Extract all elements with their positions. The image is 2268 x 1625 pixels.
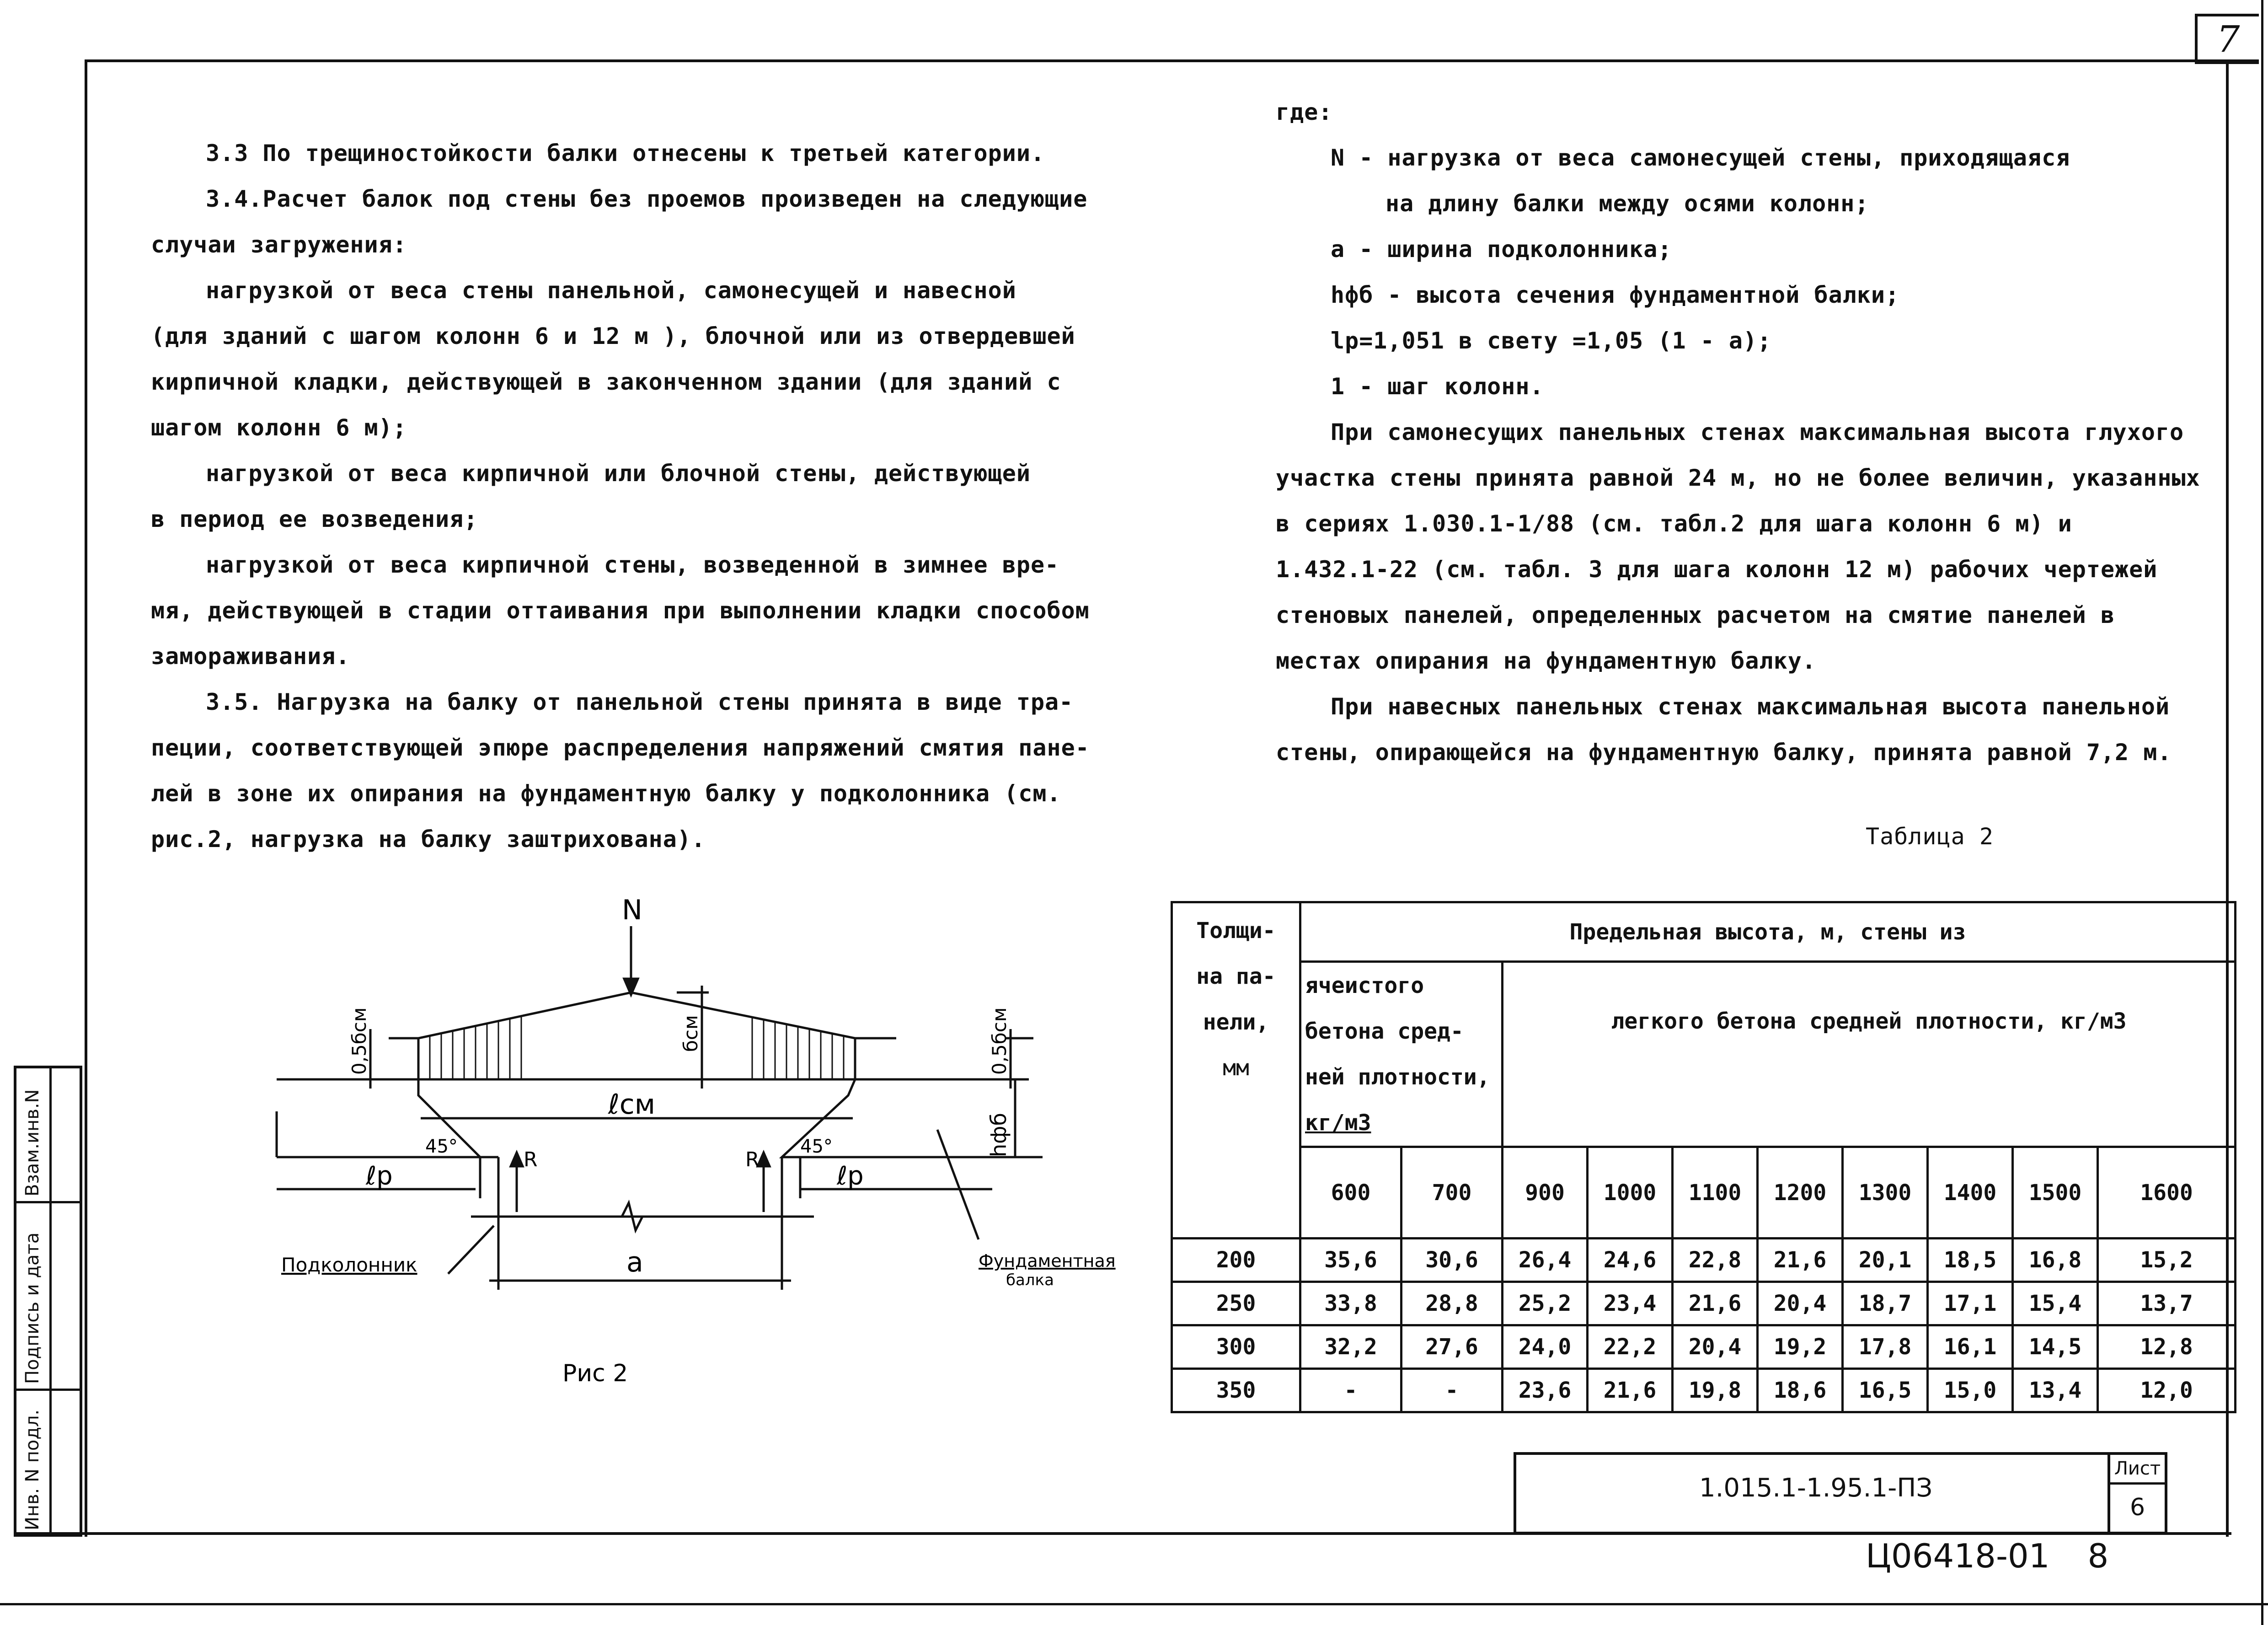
- right-text-column: [1276, 89, 2200, 775]
- text-line: hфб - высота сечения фундаментной балки;: [1331, 282, 1900, 308]
- cell: 18,7: [1843, 1282, 1928, 1325]
- row-thickness: 300: [1172, 1325, 1300, 1369]
- cell: 19,8: [1673, 1369, 1758, 1412]
- cell: 19,2: [1758, 1325, 1843, 1369]
- cell: 14,5: [2013, 1325, 2098, 1369]
- cell: 17,1: [1928, 1282, 2013, 1325]
- text-line: участка стены принята равной 24 м, но не более величин, указанных: [1276, 465, 2200, 491]
- doc-code: 1.015.1-1.95.1-ПЗ: [1699, 1473, 1933, 1503]
- text-line: lp=1,051 в свету =1,05 (1 - а);: [1331, 327, 1772, 354]
- archive-code-value: Ц06418-01: [1866, 1537, 2050, 1575]
- hfb-label: hфб: [986, 1113, 1011, 1157]
- header-line: ней плотности,: [1305, 1064, 1490, 1090]
- thickness-label-left: 0,5бсм: [348, 1007, 370, 1075]
- cell: 17,8: [1843, 1325, 1928, 1369]
- angle-label-left: 45°: [425, 1136, 458, 1157]
- text-line: а - ширина подколонника;: [1331, 236, 1672, 263]
- header-line: бетона сред-: [1305, 1019, 1464, 1044]
- side-strip-label: Подпись и дата: [22, 1232, 43, 1384]
- cell: 24,6: [1588, 1239, 1673, 1282]
- figure-caption: Рис 2: [562, 1360, 628, 1387]
- density-1300: 1300: [1843, 1147, 1928, 1239]
- text-line: на длину балки между осями колонн;: [1385, 190, 1869, 217]
- text-line: (для зданий с шагом колонн 6 и 12 м ), блочной или из отвердевшей: [151, 323, 1075, 349]
- lp-label-left: ℓр: [366, 1161, 393, 1191]
- cell: 21,6: [1588, 1369, 1673, 1412]
- cell: 23,6: [1503, 1369, 1588, 1412]
- cell: 25,2: [1503, 1282, 1588, 1325]
- density-700: 700: [1401, 1147, 1503, 1239]
- cell: 20,4: [1673, 1325, 1758, 1369]
- table-2: [1171, 901, 2236, 1413]
- cell: 33,8: [1300, 1282, 1401, 1325]
- text-line: в сериях 1.030.1-1/88 (см. табл.2 для шага колонн 6 м) и: [1276, 510, 2072, 537]
- side-strip: [14, 1066, 82, 1537]
- text-line: случаи загружения:: [151, 231, 407, 258]
- table-row: [1172, 1239, 2236, 1282]
- cell: 18,6: [1758, 1369, 1843, 1412]
- text-line: нагрузкой от веса кирпичной стены, возведенной в зимнее вре-: [206, 552, 1059, 578]
- table-row: [1172, 1325, 2236, 1369]
- span-header: Предельная высота, м, стены из: [1300, 902, 2236, 962]
- cellular-header: [1300, 962, 1503, 1147]
- sheet-edge-right: [2261, 0, 2263, 1625]
- side-strip-label: Инв. N подл.: [22, 1409, 43, 1530]
- reaction-label-right: R: [745, 1148, 760, 1171]
- header-line: нели,: [1203, 1009, 1269, 1035]
- cell: 13,4: [2013, 1369, 2098, 1412]
- side-strip-separator: [16, 1201, 80, 1203]
- angle-label-right: 45°: [800, 1136, 833, 1157]
- corner-page-number: 7: [2195, 14, 2259, 64]
- cell: 21,6: [1758, 1239, 1843, 1282]
- density-600: 600: [1300, 1147, 1401, 1239]
- density-1200: 1200: [1758, 1147, 1843, 1239]
- reaction-label-left: R: [524, 1148, 538, 1171]
- archive-page: 8: [2087, 1537, 2109, 1575]
- header-line: кг/м3: [1305, 1110, 1371, 1136]
- density-1500: 1500: [2013, 1147, 2098, 1239]
- cell: 15,2: [2098, 1239, 2236, 1282]
- text-line: в период ее возведения;: [151, 506, 478, 532]
- density-1000: 1000: [1588, 1147, 1673, 1239]
- text-line: местах опирания на фундаментную балку.: [1276, 648, 1816, 674]
- cell: 20,4: [1758, 1282, 1843, 1325]
- table-row: [1172, 1282, 2236, 1325]
- text-line: При навесных панельных стенах максимальная высота панельной: [1331, 693, 2170, 720]
- side-strip-label: Взам.инв.N: [22, 1089, 43, 1196]
- text-line: рис.2, нагрузка на балку заштрихована).: [151, 826, 706, 853]
- density-1400: 1400: [1928, 1147, 2013, 1239]
- thickness-header: [1172, 902, 1300, 1239]
- cell: 12,0: [2098, 1369, 2236, 1412]
- cell: 22,2: [1588, 1325, 1673, 1369]
- text-line: кирпичной кладки, действующей в законченном здании (для зданий с: [151, 369, 1061, 395]
- title-block: [1514, 1452, 2167, 1534]
- text-line: нагрузкой от веса стены панельной, самонесущей и навесной: [206, 277, 1016, 304]
- side-strip-separator: [16, 1389, 80, 1391]
- cell: -: [1401, 1369, 1503, 1412]
- cell: 13,7: [2098, 1282, 2236, 1325]
- density-1100: 1100: [1673, 1147, 1758, 1239]
- archive-code: [1866, 1537, 2108, 1575]
- pier-label: Подколонник: [281, 1254, 417, 1276]
- text-line: 3.5. Нагрузка на балку от панельной стены принята в виде тра-: [206, 689, 1074, 715]
- sheet-number: 6: [2129, 1494, 2145, 1521]
- left-text-column: [151, 130, 1090, 862]
- beam-label-2: балка: [1006, 1271, 1054, 1289]
- cell: 12,8: [2098, 1325, 2236, 1369]
- cell: 32,2: [1300, 1325, 1401, 1369]
- density-900: 900: [1503, 1147, 1588, 1239]
- header-line: на па-: [1196, 964, 1276, 989]
- text-line: стены, опирающейся на фундаментную балку, принята равной 7,2 м.: [1276, 739, 2172, 766]
- text-line: 1 - шаг колонн.: [1331, 373, 1544, 400]
- text-line: где:: [1276, 99, 1333, 125]
- frame-top: [87, 59, 2259, 62]
- lp-label-right: ℓр: [837, 1161, 864, 1191]
- text-line: пеции, соответствующей эпюре распределения напряжений смятия пане-: [151, 735, 1090, 761]
- sheet-edge-bottom: [0, 1603, 2268, 1605]
- header-line: Толщи-: [1196, 918, 1276, 944]
- cell: 30,6: [1401, 1239, 1503, 1282]
- lcm-label: ℓсм: [608, 1089, 656, 1121]
- table-row: [1172, 1369, 2236, 1412]
- text-line: 3.4.Расчет балок под стены без проемов произведен на следующие: [206, 186, 1088, 212]
- thickness-label-right: 0,5бсм: [988, 1007, 1011, 1075]
- thickness-label-center: бсм: [679, 1015, 702, 1052]
- a-label: а: [626, 1246, 643, 1278]
- cell: 16,5: [1843, 1369, 1928, 1412]
- row-thickness: 200: [1172, 1239, 1300, 1282]
- text-line: N - нагрузка от веса самонесущей стены, приходящаяся: [1331, 145, 2070, 171]
- row-thickness: 250: [1172, 1282, 1300, 1325]
- text-line: лей в зоне их опирания на фундаментную балку у подколонника (см.: [151, 780, 1061, 807]
- light-concrete-header: легкого бетона средней плотности, кг/м3: [1503, 962, 2236, 1147]
- side-strip-divider: [49, 1068, 52, 1534]
- cell: 16,1: [1928, 1325, 2013, 1369]
- beam-label-1: Фундаментная: [979, 1251, 1116, 1271]
- cell: 16,8: [2013, 1239, 2098, 1282]
- cell: 24,0: [1503, 1325, 1588, 1369]
- cell: 20,1: [1843, 1239, 1928, 1282]
- text-line: замораживания.: [151, 643, 350, 670]
- density-1600: 1600: [2098, 1147, 2236, 1239]
- load-trapezoid: [418, 992, 855, 1079]
- cell: 22,8: [1673, 1239, 1758, 1282]
- text-line: шагом колонн 6 м);: [151, 414, 407, 441]
- text-line: мя, действующей в стадии оттаивания при выполнении кладки способом: [151, 597, 1090, 624]
- cell: 28,8: [1401, 1282, 1503, 1325]
- cell: 26,4: [1503, 1239, 1588, 1282]
- cell: 21,6: [1673, 1282, 1758, 1325]
- table-caption: Таблица 2: [1866, 823, 1994, 850]
- row-thickness: 350: [1172, 1369, 1300, 1412]
- cell: -: [1300, 1369, 1401, 1412]
- load-label: N: [622, 894, 642, 926]
- text-line: 1.432.1-22 (см. табл. 3 для шага колонн 12 м) рабочих чертежей: [1276, 556, 2158, 583]
- cell: 15,0: [1928, 1369, 2013, 1412]
- sheet-label: Лист: [2110, 1455, 2165, 1485]
- text-line: стеновых панелей, определенных расчетом на смятие панелей в: [1276, 602, 2115, 628]
- cell: 35,6: [1300, 1239, 1401, 1282]
- frame-left: [85, 59, 87, 1537]
- figure-beam-load-diagram: [256, 883, 1171, 1409]
- text-line: При самонесущих панельных стенах максимальная высота глухого: [1331, 419, 2184, 445]
- header-line: ячеистого: [1305, 973, 1424, 998]
- header-line: мм: [1223, 1055, 1249, 1081]
- cell: 27,6: [1401, 1325, 1503, 1369]
- cell: 15,4: [2013, 1282, 2098, 1325]
- cell: 23,4: [1588, 1282, 1673, 1325]
- cell: 18,5: [1928, 1239, 2013, 1282]
- text-line: 3.3 По трещиностойкости балки отнесены к третьей категории.: [206, 140, 1045, 166]
- text-line: нагрузкой от веса кирпичной или блочной стены, действующей: [206, 460, 1031, 487]
- sheet-cell: [2108, 1455, 2165, 1532]
